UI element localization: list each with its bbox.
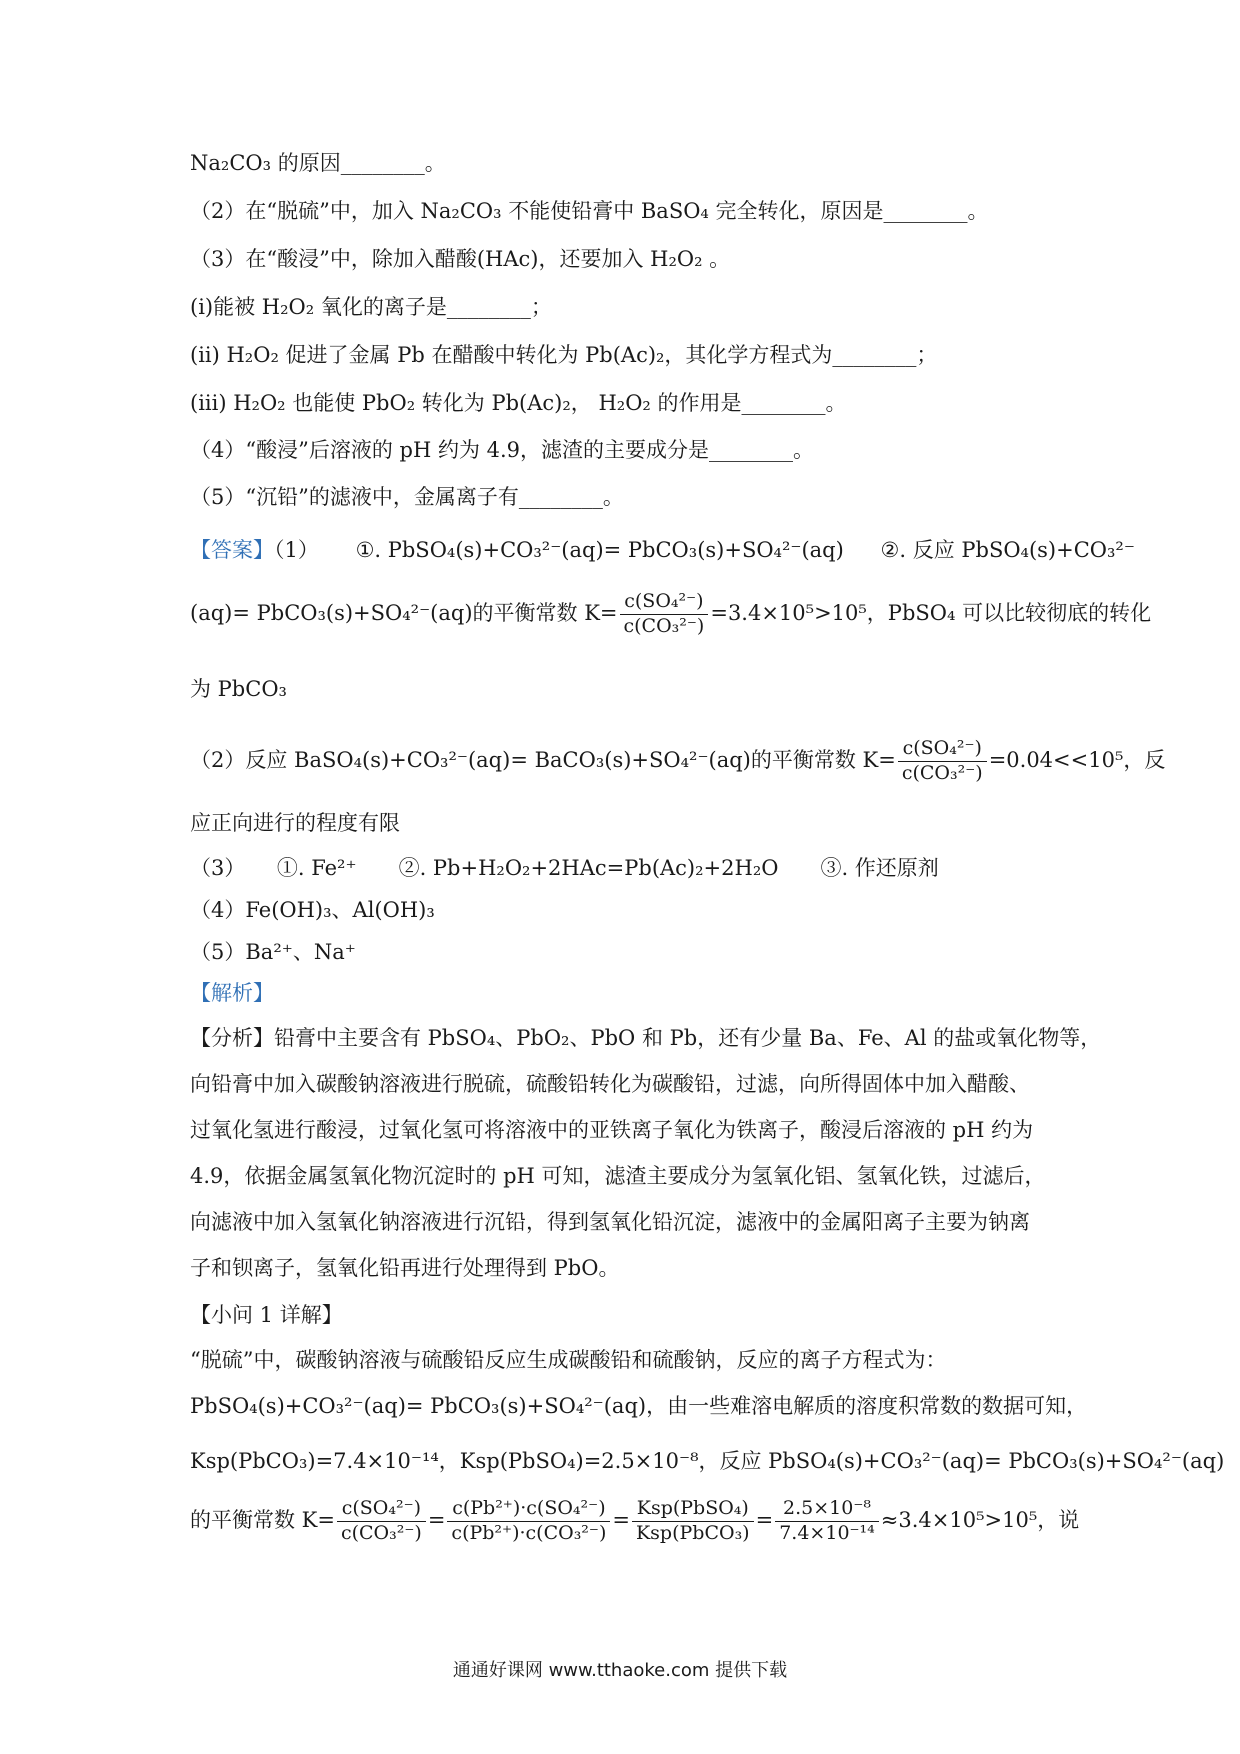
answer-1-label: （1） — [274, 538, 319, 562]
question-3-iii: (iii) H₂O₂ 也能使 PbO₂ 转化为 Pb(Ac)₂， H₂O₂ 的作用是________。 — [190, 391, 847, 415]
fraction-numerator: c(Pb²⁺)·c(SO₄²⁻) — [447, 1497, 610, 1522]
question-1-tail: Na₂CO₃ 的原因________。 — [190, 151, 446, 175]
detail-line-2: PbSO₄(s)+CO₃²⁻(aq)= PbCO₃(s)+SO₄²⁻(aq)，由一些难溶电解质的溶度积常数的数据可知， — [190, 1394, 1088, 1418]
answer-line-1 — [190, 537, 1135, 564]
question-5: （5）“沉铅”的滤液中，金属离子有________。 — [190, 485, 624, 509]
answer-1-line2-pre: (aq)= PbCO₃(s)+SO₄²⁻(aq)的平衡常数 K= — [190, 600, 618, 625]
fraction-denominator: 7.4×10⁻¹⁴ — [779, 1521, 875, 1544]
detail-4-pre: 的平衡常数 K= — [190, 1507, 335, 1532]
detail-tag: 【小问 1 详解】 — [190, 1303, 343, 1327]
analysis-p3: 过氧化氢进行酸浸，过氧化氢可将溶液中的亚铁离子氧化为铁离子，酸浸后溶液的 pH 约为 — [190, 1118, 1034, 1142]
fraction-denominator: c(CO₃²⁻) — [623, 614, 705, 637]
answer-5: （5）Ba²⁺、Na⁺ — [190, 940, 356, 964]
fraction-denominator: c(CO₃²⁻) — [340, 1521, 422, 1544]
answer-3: （3） ①. Fe²⁺ ②. Pb+H₂O₂+2HAc=Pb(Ac)₂+2H₂O ③. 作还原剂 — [190, 856, 939, 880]
fraction-pb — [447, 1497, 610, 1546]
detail-line-3: Ksp(PbCO₃)=7.4×10⁻¹⁴，Ksp(PbSO₄)=2.5×10⁻⁸，反应 PbSO₄(s)+CO₃²⁻(aq)= PbCO₃(s)+SO₄²⁻(aq) — [190, 1449, 1225, 1473]
detail-4-post: ≈3.4×10⁵>10⁵，说 — [880, 1507, 1080, 1532]
answer-1-part2-start: ②. 反应 PbSO₄(s)+CO₃²⁻ — [880, 538, 1135, 562]
equals-sign: = — [427, 1507, 446, 1532]
answer-line-2 — [190, 590, 1152, 639]
answer-tag: 【答案】 — [190, 538, 274, 562]
answer-1-line2-post: =3.4×10⁵>10⁵，PbSO₄ 可以比较彻底的转化 — [710, 600, 1152, 625]
answer-2-line-1 — [190, 737, 1166, 786]
analysis-p4: 4.9，依据金属氢氧化物沉淀时的 pH 可知，滤渣主要成分为氢氧化铝、氢氧化铁，过滤后， — [190, 1164, 1046, 1188]
page-footer: 通通好课网 www.tthaoke.com 提供下载 — [452, 1660, 788, 1681]
equals-sign: = — [612, 1507, 630, 1532]
fraction-denominator: c(Pb²⁺)·c(CO₃²⁻) — [451, 1521, 607, 1544]
equals-sign: = — [755, 1507, 774, 1532]
fraction-numerator: c(SO₄²⁻) — [337, 1497, 426, 1522]
answer-line-3: 为 PbCO₃ — [190, 677, 287, 701]
fraction-numerator: Ksp(PbSO₄) — [632, 1497, 754, 1522]
fraction-numerator: c(SO₄²⁻) — [898, 737, 987, 762]
answer-1-part1: ①. PbSO₄(s)+CO₃²⁻(aq)= PbCO₃(s)+SO₄²⁻(aq) — [355, 538, 844, 562]
detail-line-4 — [190, 1497, 1080, 1546]
answer-2-post: =0.04<<10⁵，反 — [988, 747, 1166, 772]
answer-2-pre: （2）反应 BaSO₄(s)+CO₃²⁻(aq)= BaCO₃(s)+SO₄²⁻(aq)的平衡常数 K= — [190, 747, 896, 772]
analysis-p1-text: 铅膏中主要含有 PbSO₄、PbO₂、PbO 和 Pb，还有少量 Ba、Fe、Al 的盐或氧化物等， — [274, 1026, 1102, 1050]
fraction-ksp — [632, 1497, 754, 1546]
fraction-conc — [337, 1497, 426, 1546]
question-3: （3）在“酸浸”中，除加入醋酸(HAc)，还要加入 H₂O₂ 。 — [190, 247, 731, 271]
analysis-p1 — [190, 1025, 1102, 1052]
analysis-p2: 向铅膏中加入碳酸钠溶液进行脱硫，硫酸铅转化为碳酸铅，过滤，向所得固体中加入醋酸、 — [190, 1072, 1030, 1096]
answer-2-line-2: 应正向进行的程度有限 — [190, 811, 400, 835]
analysis-subtag: 【分析】 — [190, 1026, 274, 1050]
detail-line-1: “脱硫”中，碳酸钠溶液与硫酸铅反应生成碳酸铅和硫酸钠，反应的离子方程式为： — [190, 1348, 947, 1372]
fraction-k-1 — [620, 590, 709, 639]
fraction-denominator: Ksp(PbCO₃) — [635, 1521, 750, 1544]
fraction-numerator: 2.5×10⁻⁸ — [775, 1497, 879, 1522]
fraction-denominator: c(CO₃²⁻) — [901, 761, 983, 784]
analysis-p5: 向滤液中加入氢氧化钠溶液进行沉铅，得到氢氧化铅沉淀，滤液中的金属阳离子主要为钠离 — [190, 1210, 1030, 1234]
fraction-k-2 — [898, 737, 987, 786]
fraction-numerator: c(SO₄²⁻) — [620, 590, 709, 615]
question-3-i: (i)能被 H₂O₂ 氧化的离子是________； — [190, 295, 552, 319]
fraction-values — [775, 1497, 879, 1546]
answer-4: （4）Fe(OH)₃、Al(OH)₃ — [190, 898, 435, 922]
analysis-tag: 【解析】 — [190, 981, 274, 1005]
question-2: （2）在“脱硫”中，加入 Na₂CO₃ 不能使铅膏中 BaSO₄ 完全转化，原因是________。 — [190, 199, 989, 223]
question-3-ii: (ii) H₂O₂ 促进了金属 Pb 在醋酸中转化为 Pb(Ac)₂，其化学方程式为________； — [190, 343, 938, 367]
question-4: （4）“酸浸”后溶液的 pH 约为 4.9，滤渣的主要成分是________。 — [190, 438, 815, 462]
analysis-p6: 子和钡离子，氢氧化铅再进行处理得到 PbO。 — [190, 1256, 620, 1280]
